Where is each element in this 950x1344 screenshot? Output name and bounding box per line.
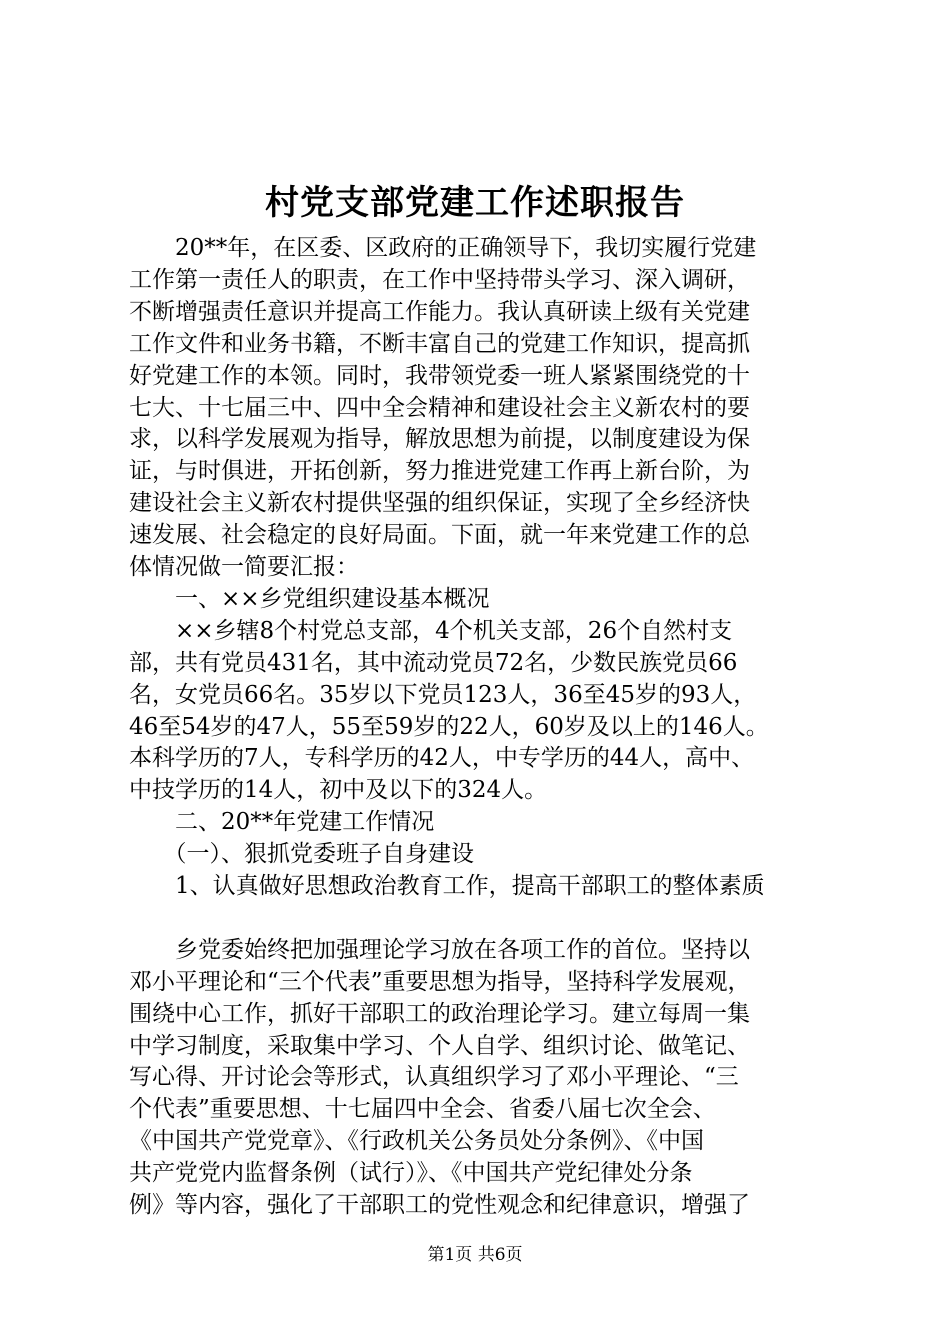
body-line: 速发展、社会稳定的良好局面。下面，就一年来党建工作的总 (129, 522, 750, 549)
body-line: 乡党委始终把加强理论学习放在各项工作的首位。坚持以 (129, 936, 750, 963)
body-line: 七大、十七届三中、四中全会精神和建设社会主义新农村的要 (129, 394, 750, 421)
body-line: 不断增强责任意识并提高工作能力。我认真研读上级有关党建 (129, 298, 750, 325)
body-line: 1、认真做好思想政治教育工作，提高干部职工的整体素质 (129, 873, 765, 899)
body-line: 邓小平理论和“三个代表”重要思想为指导，坚持科学发展观， (129, 968, 751, 995)
body-line: 写心得、开讨论会等形式，认真组织学习了邓小平理论、“三 (129, 1064, 739, 1091)
body-line: 二、20**年党建工作情况 (129, 809, 435, 836)
body-line: 工作第一责任人的职责，在工作中坚持带头学习、深入调研， (129, 266, 750, 293)
body-line: 好党建工作的本领。同时，我带领党委一班人紧紧围绕党的十 (129, 362, 750, 389)
body-line: 证，与时俱进，开拓创新，努力推进党建工作再上新台阶，为 (129, 458, 750, 485)
body-line: 共产党党内监督条例（试行）》、《中国共产党纪律处分条 (129, 1160, 693, 1187)
body-line: 中技学历的14人，初中及以下的324人。 (129, 777, 548, 804)
document-title: 村党支部党建工作述职报告 (265, 183, 685, 223)
body-line: 名，女党员66名。35岁以下党员123人，36至45岁的93人， (129, 681, 757, 708)
body-line: 求，以科学发展观为指导，解放思想为前提，以制度建设为保 (129, 426, 750, 453)
page-footer: 第1页 共6页 (427, 1245, 523, 1265)
body-line: ××乡辖8个村党总支部，4个机关支部，26个自然村支 (129, 617, 733, 644)
body-line: 体情况做一简要汇报： (129, 554, 359, 580)
body-line: 部，共有党员431名，其中流动党员72名，少数民族党员66 (129, 649, 738, 676)
body-line: 围绕中心工作，抓好干部职工的政治理论学习。建立每周一集 (129, 1000, 750, 1027)
body-line: （一）、狠抓党委班子自身建设 (129, 841, 474, 868)
body-line: 20**年，在区委、区政府的正确领导下，我切实履行党建 (129, 235, 757, 261)
body-line: 工作文件和业务书籍，不断丰富自己的党建工作知识，提高抓 (129, 330, 750, 357)
body-line: 46至54岁的47人，55至59岁的22人，60岁及以上的146人。 (129, 713, 769, 740)
body-line: 个代表”重要思想、十七届四中全会、省委八届七次全会、 (129, 1096, 716, 1123)
body-line: 中学习制度，采取集中学习、个人自学、组织讨论、做笔记、 (129, 1032, 750, 1059)
body-line: 例》等内容，强化了干部职工的党性观念和纪律意识，增强了 (129, 1192, 750, 1218)
body-line: 本科学历的7人，专科学历的42人，中专学历的44人，高中、 (129, 745, 755, 772)
body-line: 建设社会主义新农村提供坚强的组织保证，实现了全乡经济快 (129, 490, 750, 517)
body-line: 一、××乡党组织建设基本概况 (129, 585, 490, 612)
body-line: 《中国共产党党章》、《行政机关公务员处分条例》、《中国 (129, 1128, 704, 1155)
